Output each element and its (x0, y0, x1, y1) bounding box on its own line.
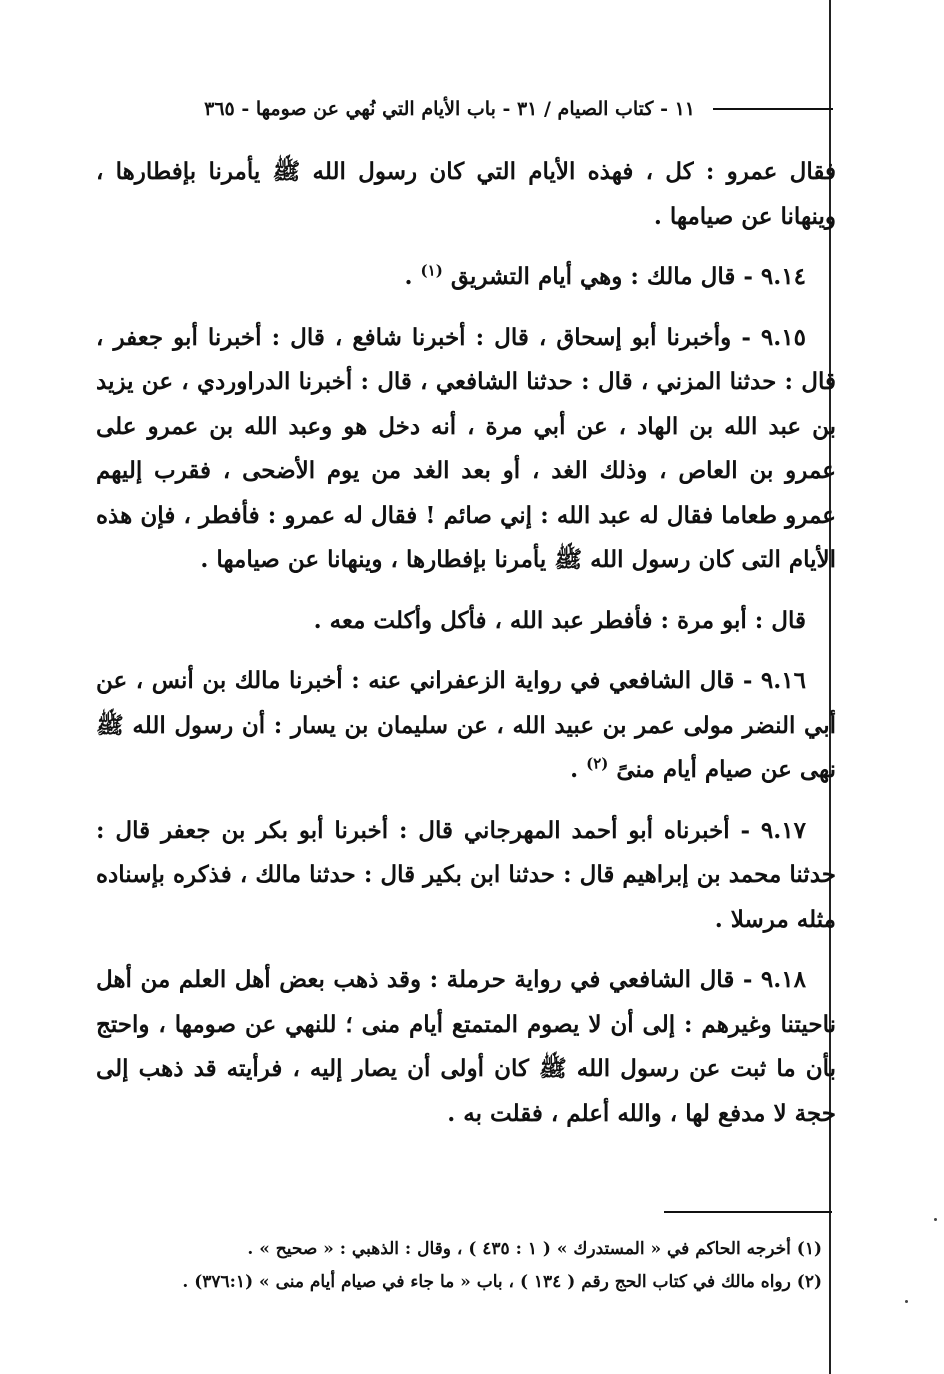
footnote-1: (١) أخرجه الحاكم في « المستدرك » ( ١ : ٤٣٥ ) ، وقال : الذهبي : « صحيح » . (247, 1239, 822, 1259)
paragraph-abu-murra: قال : أبو مرة : فأفطر عبد الله ، فأكل وأكلت معه . (313, 606, 806, 634)
footnote-separator (664, 1211, 832, 1213)
scan-speck (934, 1218, 937, 1221)
running-header (98, 92, 833, 126)
main-text (96, 150, 836, 1152)
paragraph-9017: ٩.١٧ - أخبرناه أبو أحمد المهرجاني قال : أخبرنا أبو بكر بن جعفر قال : حدثنا محمد بن إبراهيم قال : حدثنا ابن بكير قال : حدثنا مالك ، فذكره بإسناده مثله مرسلا . (96, 816, 836, 933)
paragraph-9016: ٩.١٦ - قال الشافعي في رواية الزعفراني عنه : أخبرنا مالك بن أنس ، عن أبي النضر مولى عمر بن عبيد الله ، عن سليمان بن يسار : أن رسول الله ﷺ نهى عن صيام أيام منىً $^{(٢)}$ . (96, 667, 836, 783)
paragraph-9018: ٩.١٨ - قال الشافعي في رواية حرملة : وقد ذهب بعض أهل العلم من أهل ناحيتنا وغيرهم : إلى أن لا يصوم المتمتع أيام منى ؛ للنهي عن صومها ، واحتج بأن ما ثبت عن رسول الله ﷺ كان أولى أن يصار إليه ، فرأيته قد ذهب إلى حجة لا مدفع لها ، والله أعلم ، فقلت به . (96, 966, 836, 1127)
paragraph-1: فقال عمرو : كل ، فهذه الأيام التي كان رسول الله ﷺ يأمرنا بإفطارها ، وينهانا عن صيامها . (96, 158, 836, 230)
footnote-2: (٢) رواه مالك في كتاب الحج رقم ( ١٣٤ ) ، باب « ما جاء في صيام أيام منى » (٣٧٦:١) . (182, 1272, 822, 1292)
paragraph-9014: ٩.١٤ - قال مالك : وهي أيام التشريق $^{(١)}$ . (404, 261, 806, 290)
footnote-ref-1[interactable]: (١) (420, 261, 443, 280)
scan-speck (905, 1300, 908, 1303)
header-rule (713, 108, 833, 110)
paragraph-9015: ٩.١٥ - وأخبرنا أبو إسحاق ، قال : أخبرنا شافع ، قال : أخبرنا أبو جعفر ، قال : حدثنا المزني ، قال : حدثنا الشافعي ، قال : أخبرنا الدراوردي ، عن يزيد بن عبد الله بن الهاد ، عن أبي مرة ، أنه دخل هو وعبد الله بن عمرو على عمرو بن العاص ، وذلك الغد ، أو بعد الغد من يوم الأضحى ، فقرب إليهم عمرو طعاما فقال له عبد الله : إني صائم ! فقال له عمرو : فأفطر ، فإن هذه الأيام التى كان رسول الله ﷺ يأمرنا بإفطارها ، وينهانا عن صيامها . (96, 323, 836, 573)
running-title: ١١ - كتاب الصيام / ٣١ - باب الأيام التي نُهي عن صومها - ٣٦٥ (204, 98, 695, 120)
footnotes (110, 1233, 822, 1299)
footnote-ref-2[interactable]: (٢) (586, 754, 609, 773)
